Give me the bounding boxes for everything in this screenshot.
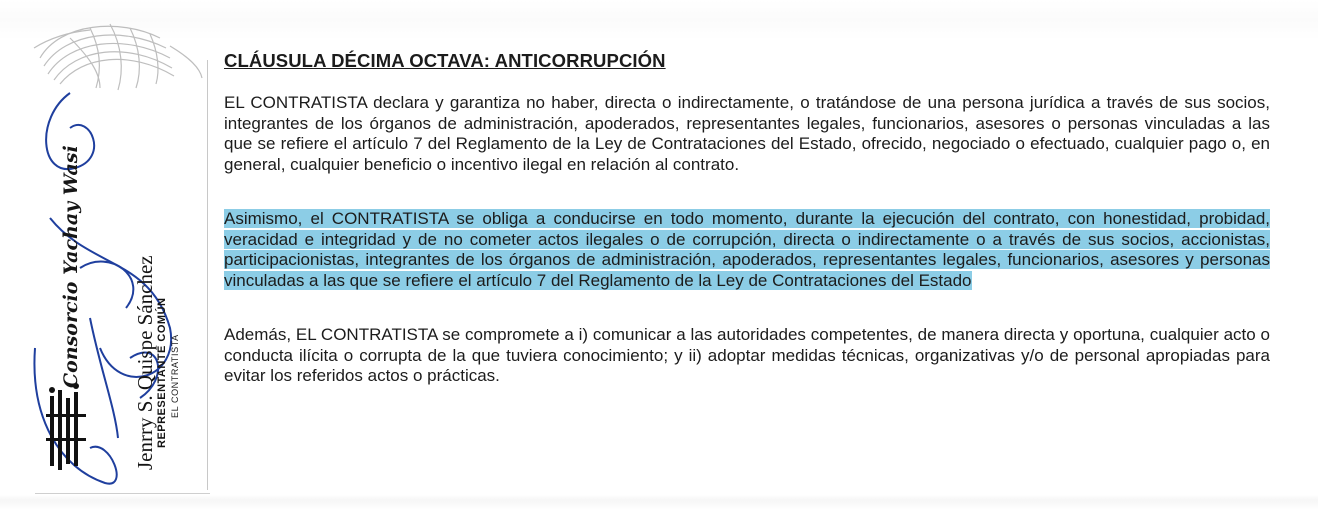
highlighted-text: Asimismo, el CONTRATISTA se obliga a conducirse en todo momento, durante la ejecución del contrato, con honestidad, probidad, veracidad e integridad y de no cometer actos ilegales o de corrupción, directa o indirectamente o a través de sus socios, accionistas, participacionistas, integrantes de los órganos de administración, apoderados, representantes legales, funcionarios, asesores y personas vinculadas a las que se refiere el artículo 7 del Reglamento de la Ley de Contrataciones del Estado — [224, 209, 1270, 290]
stamp-signer-name: Jenrry S. Quispe Sánchez — [133, 255, 157, 470]
stamp-seal-icon — [46, 383, 86, 470]
fingerprint-and-signature — [30, 18, 210, 490]
signature-stamp-area — [30, 18, 210, 490]
paragraph-text: Además, EL CONTRATISTA se compromete a i) comunicar a las autoridades competentes, de manera directa y oportuna, cualquier acto o conducta ilícita o corrupta de la que tuviera conocimiento; y ii) adoptar medidas técnicas, organizativas y/o de personal apropiadas para evitar los referidos actos o prácticas. — [224, 325, 1270, 385]
paragraph-commitment — [224, 325, 1270, 387]
stamp-consorcio-text: Consorcio Yachay Wasi — [60, 145, 82, 388]
clause-content — [224, 50, 1270, 421]
margin-rule — [207, 60, 208, 490]
paragraph-obligation-highlighted — [224, 209, 1270, 291]
stamp-sub: EL CONTRATISTA — [170, 334, 180, 418]
clause-heading: CLÁUSULA DÉCIMA OCTAVA: ANTICORRUPCIÓN — [224, 50, 666, 71]
paragraph-text: EL CONTRATISTA declara y garantiza no haber, directa o indirectamente, o tratándose de una persona jurídica a través de sus socios, integrantes de los órganos de administración, apoderados, representantes legales, funcionarios, asesores o personas vinculadas a las que se refiere el artículo 7 del Reglamento de la Ley de Contrataciones del Estado, ofrecido, negociado o efectuado, cualquier pago o, en general, cualquier beneficio o incentivo ilegal en relación al contrato. — [224, 93, 1270, 174]
stamp-role: REPRESENTANTE COMÚN — [156, 297, 168, 448]
paragraph-declaration — [224, 93, 1270, 175]
fingerprint-icon — [34, 24, 202, 90]
footer-rule — [35, 493, 210, 494]
